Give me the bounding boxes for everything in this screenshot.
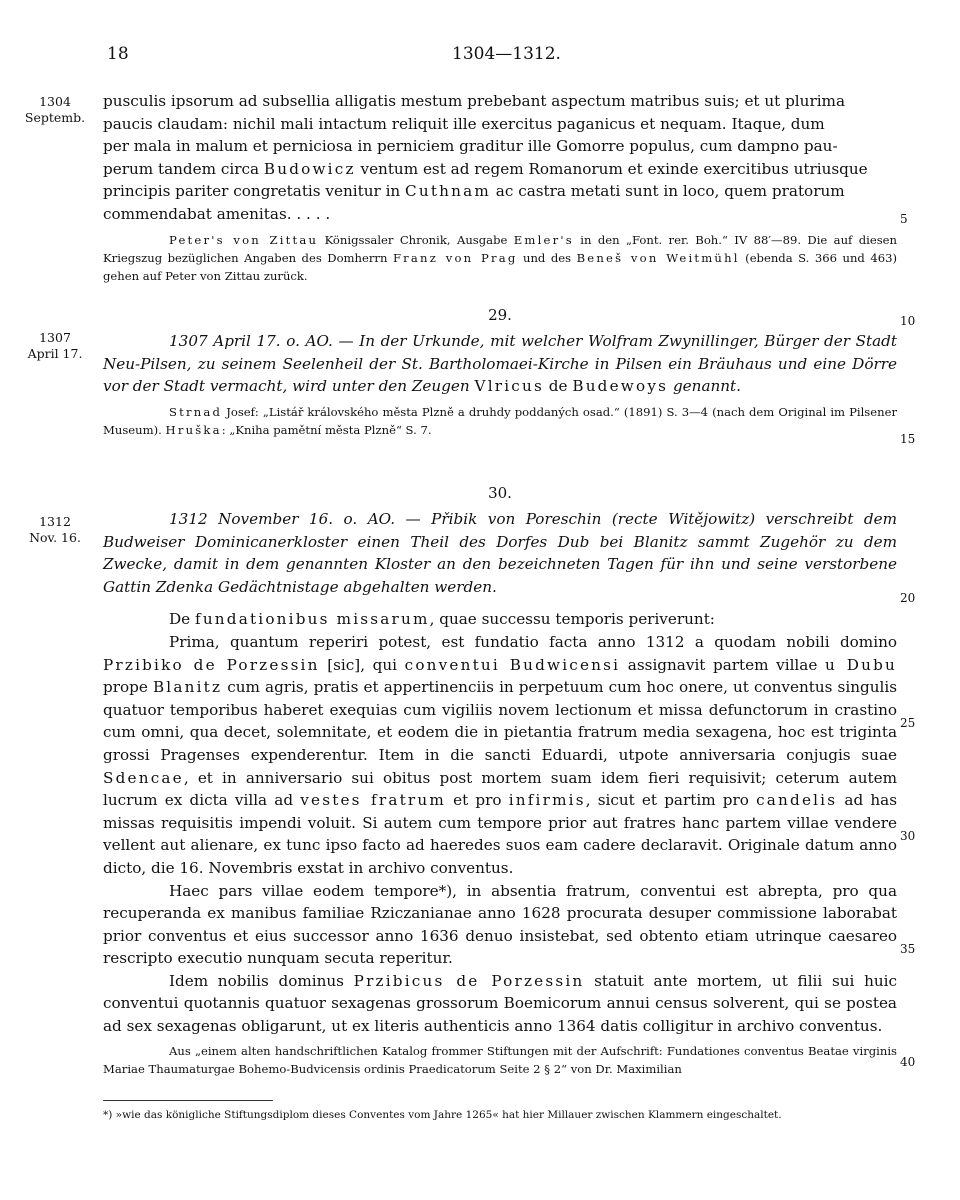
text-line: principis pariter congretatis venitur in Cuthnam ac castra metati sunt in loco, quem pratorum	[103, 182, 845, 201]
line-number: 20	[900, 591, 916, 605]
place-name: Budewoys	[572, 377, 669, 396]
text-line: perum tandem circa Budowicz ventum est ad regem Romanorum et exinde exercitibus utriusque	[103, 159, 868, 178]
entry-30	[103, 484, 897, 1078]
line-number: 35	[900, 942, 916, 956]
margin-date-1307	[14, 330, 96, 362]
margin-year: 1307	[39, 330, 71, 345]
margin-year: 1304	[39, 94, 71, 109]
line-number: 25	[900, 716, 916, 730]
paragraph-heading: De fundationibus missarum, quae successu temporis periverunt:	[169, 610, 715, 629]
entry-number: 29.	[488, 306, 512, 324]
entry-29	[103, 306, 897, 439]
source-note: Aus „einem alten handschriftlichen Katalog frommer Stiftungen mit der Aufschrift: Fundationes conventus Beatae virginis Mariae Thaumaturgae Bohemo-Budvicensis ordinis Praedicatorum Seite 2 § 2“ von Dr. Maximilian	[103, 1043, 897, 1076]
year-range: 1304—1312.	[452, 44, 561, 64]
line-number: 10	[900, 314, 916, 328]
chronicle-excerpt	[103, 90, 897, 285]
entry-regest: 1312 November 16. o. AO. — Přibik von Poreschin (recte Witějowitz) verschreibt dem Budweiser Dominicanerkloster einen Theil des Dorfes Dub bei Blanitz sammt Zugehör zu dem Zwecke, damit in dem genannten Kloster an den bezeichneten Tagen für ihn und seine verstorbene Gattin Zdenka Gedächtnistage abgehalten werden.	[103, 510, 897, 596]
line-number: 15	[900, 432, 916, 446]
page-number: 18	[107, 44, 129, 64]
margin-day: April 17.	[27, 346, 83, 361]
line-number: 40	[900, 1055, 916, 1069]
entry-number: 30.	[488, 484, 512, 502]
source-note: Strnad Josef: „Listář královského města Plzně a druhdy poddaných osad.“ (1891) S. 3—4 (nach dem Original im Pilsener Museum). Hruška: „Kniha pamětní města Plzně“ S. 7.	[103, 404, 897, 437]
paragraph: Prima, quantum reperiri potest, est fundatio facta anno 1312 a quodam nobili domino Przibiko de Porzessin [sic], qui conventui Budwicensi assignavit partem villae u Dubu prope Blanitz cum agris, pratis et appertinenciis in perpetuum cum hoc onere, ut conventus singulis quatuor temporibus haberet exequias cum vigiliis novem lectionum et missa defunctorum in crastino cum omni, qua decet, solemnitate, et eodem die in pietantia fratrum media sexagena, hoc est triginta grossi Pragenses expenderentur. Item in die sancti Eduardi, utpote anniversaria conjugis suae Sdencae, et in anniversario sui obitus post mortem suam idem fieri requisivit; ceterum autem lucrum ex dicta villa ad vestes fratrum et pro infirmis, sicut et partim pro candelis ad has missas requisitis impendi voluit. Si autem cum tempore prior aut fratres hanc partem villae vendere vellent aut alienare, ex tunc ipso facto ad haeredes suos eam cadere declaravit. Originale datum anno dicto, die 16. Novembris exstat in archivo conventus.	[103, 632, 898, 877]
paragraph: Idem nobilis dominus Przibicus de Porzessin statuit ante mortem, ut filii sui huic conventui quotannis quatuor sexagenas grossorum Boemicorum annui census solverent, qui se postea ad sex sexagenas obligarunt, ut ex literis authenticis anno 1364 datis colligitur in archivo conventus.	[103, 971, 897, 1036]
paragraph: Haec pars villae eodem tempore*), in absentia fratrum, conventui est abrepta, pro qua recuperanda ex manibus familiae Rziczanianae anno 1628 procurata desuper commissione laborabat prior conventus et eius successor anno 1636 denuo insistebat, sed obtento etiam utrinque caesareo rescripto executio nunquam secuta reperitur.	[103, 881, 897, 968]
margin-day: Septemb.	[24, 110, 86, 125]
place-name: Cuthnam	[405, 182, 491, 201]
margin-day: Nov. 16.	[29, 530, 81, 545]
line-number: 5	[900, 212, 908, 226]
text-line: per mala in malum et perniciosa in perniciem graditur ille Gomorre populus, cum dampno pau-	[103, 137, 838, 156]
entry-regest: 1307 April 17. o. AO. — In der Urkunde, mit welcher Wolfram Zwynillinger, Bürger der Stadt Neu-Pilsen, zu seinem Seelenheil der St. Bartholomaei-Kirche in Pilsen ein Bräuhaus und eine Dörre vor der Stadt vermacht, wird unter den Zeugen Vlricus de Budewoys genannt.	[103, 332, 897, 396]
margin-year: 1312	[39, 514, 71, 529]
running-header	[0, 44, 960, 68]
margin-date-1312	[14, 514, 96, 546]
margin-date-1304	[14, 94, 96, 126]
place-name: Budowicz	[263, 159, 356, 178]
footnote: *) »wie das königliche Stiftungsdiplom dieses Conventes vom Jahre 1265« hat hier Millauer zwischen Klammern eingeschaltet.	[103, 1109, 782, 1121]
text-line: commendabat amenitas. . . . .	[103, 204, 331, 223]
text-line: paucis claudam: nichil mali intactum reliquit ille exercitus paganicus et nequam. Itaque, dum	[103, 114, 825, 133]
excerpt-text	[103, 90, 897, 226]
person-name: Vlricus	[474, 377, 544, 396]
source-note: Peter's von Zittau Königssaler Chronik, Ausgabe Emler's in den „Font. rer. Boh.“ IV 88′—89. Die auf diesen Kriegszug bezüglichen Angaben des Domherrn Franz von Prag und des Beneš von Weitmühl (ebenda S. 366 und 463) gehen auf Peter von Zittau zurück.	[103, 232, 897, 283]
text-line: pusculis ipsorum ad subsellia alligatis mestum prebebant aspectum matribus suis; et ut plurima	[103, 92, 846, 110]
line-number: 30	[900, 829, 916, 843]
footnote-divider	[103, 1100, 273, 1101]
